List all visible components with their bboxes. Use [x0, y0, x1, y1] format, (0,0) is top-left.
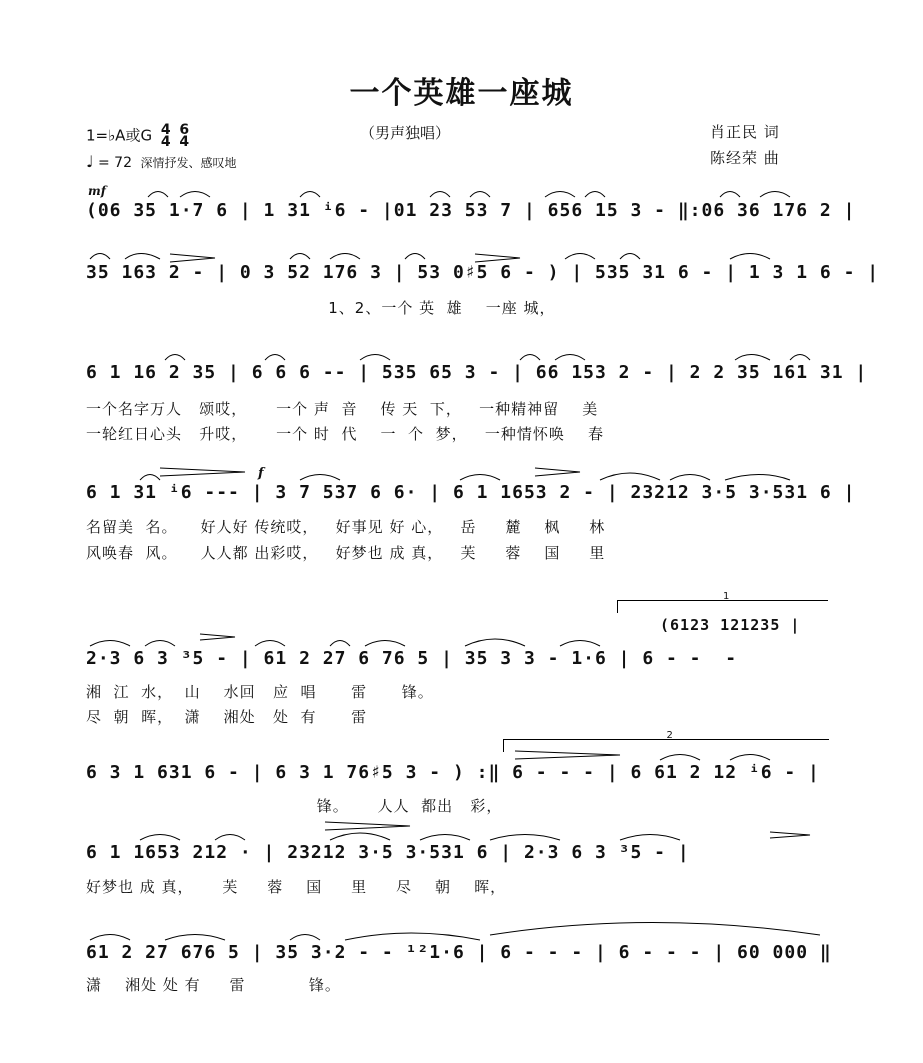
- lyric-line-4b: 风唤春 风。 人人都 出彩哎， 好梦也 成 真， 芙 蓉 国 里: [86, 544, 606, 562]
- key-text: 1=♭A或G: [86, 126, 153, 145]
- slur-mark: [265, 355, 285, 361]
- second-ending-number: 2: [666, 730, 673, 741]
- slur-mark: [555, 355, 585, 361]
- slur-mark: [300, 475, 340, 481]
- slur-mark: [360, 355, 390, 361]
- slur-mark: [730, 254, 770, 260]
- slur-mark: [545, 192, 575, 198]
- slur-mark: [460, 475, 500, 481]
- lyric-line-7a: 好梦也 成 真， 芙 蓉 国 里 尽 朝 晖，: [86, 878, 507, 896]
- score-line-3: 6 1 16 2 35 | 6 6 6 -- | 535 65 3 - | 66 153 2 - | 2 2 35 161 31 |: [86, 362, 868, 383]
- slur-mark: [180, 192, 210, 198]
- slur-mark: [165, 935, 225, 941]
- score-line-7: 6 1 1653 212 · | 23212 3·5 3·531 6 | 2·3 6 3 ³5 - |: [86, 842, 690, 863]
- slur-mark: [330, 641, 350, 647]
- slur-mark: [165, 355, 185, 361]
- slur-mark: [300, 192, 320, 198]
- slur-mark: [90, 641, 130, 647]
- slur-mark: [345, 933, 480, 940]
- slur-mark: [290, 935, 320, 941]
- slur-mark: [125, 254, 160, 260]
- lyric-line-5a: 湘 江 水， 山 水回 应 唱 雷 锋。: [86, 683, 434, 701]
- slur-mark: [725, 475, 790, 481]
- time-signature-6-4: 6 4: [179, 122, 190, 150]
- hairpin-mark: [160, 468, 245, 476]
- dynamic-f: f: [258, 466, 264, 481]
- score-line-4: 6 1 31 ⁱ6 --- | 3 7 537 6 6· | 6 1 1653 2 - | 23212 3·5 3·531 6 |: [86, 482, 856, 503]
- song-title: 一个英雄一座城: [349, 76, 574, 111]
- slur-mark: [620, 835, 680, 841]
- slur-mark: [215, 835, 245, 841]
- hairpin-mark: [475, 254, 520, 262]
- composer-credit: 陈经荣 曲: [710, 149, 780, 167]
- tempo-marking: [86, 152, 236, 171]
- hairpin-mark: [535, 468, 580, 476]
- slur-mark: [470, 192, 490, 198]
- lyricist-credit: 肖正民 词: [710, 123, 780, 141]
- lyric-line-8a: 潇 湘处 处 有 雷 锋。: [86, 976, 341, 994]
- key-signature: [86, 124, 189, 148]
- score-line-2: 35 163 2 - | 0 3 52 176 3 | 53 0♯5 6 - ) | 535 31 6 - | 1 3 1 6 - |: [86, 262, 880, 283]
- slur-mark: [620, 254, 640, 260]
- slur-mark: [585, 192, 605, 198]
- voice-type: （男声独唱）: [360, 124, 451, 142]
- score-line-1: (06 35 1·7 6 | 1 31 ⁱ6 - |01 23 53 7 | 656 15 3 - ‖:06 36 176 2 |: [86, 200, 856, 221]
- tempo-bpm: = 72: [98, 155, 132, 171]
- quarter-note-icon: ♩: [86, 152, 94, 171]
- slur-mark: [148, 192, 168, 198]
- lyric-line-2a: 1、2、一个 英 雄 一座 城，: [86, 299, 556, 317]
- slur-mark: [560, 641, 600, 647]
- slur-mark: [735, 355, 770, 361]
- tempo-expression: 深情抒发、感叹地: [140, 156, 237, 170]
- slur-mark: [145, 641, 175, 647]
- slur-mark: [90, 935, 130, 941]
- lyric-line-5b: 尽 朝 晖， 潇 湘处 处 有 雷: [86, 708, 368, 726]
- slur-mark: [490, 835, 560, 841]
- first-ending-number: 1: [723, 591, 730, 602]
- hairpin-mark: [170, 254, 215, 262]
- score-line-6: 6 3 1 631 6 - | 6 3 1 76♯5 3 - ) :‖ 6 - - - | 6 61 2 12 ⁱ6 - |: [86, 762, 820, 783]
- slur-mark: [565, 254, 595, 260]
- slur-mark: [660, 755, 700, 761]
- score-line-5-inner: (6123 121235 |: [660, 616, 801, 634]
- lyric-line-4a: 名留美 名。 好人好 传统哎， 好事见 好 心， 岳 麓 枫 林: [86, 518, 606, 536]
- slur-mark: [365, 641, 405, 647]
- lyric-line-3b: 一轮红日心头 升哎， 一个 时 代 一 个 梦， 一种情怀唤 春: [86, 425, 604, 443]
- slur-mark: [720, 192, 740, 198]
- lyric-line-3a: 一个名字万人 颂哎， 一个 声 音 传 天 下， 一种精神留 美: [86, 400, 599, 418]
- slur-mark: [520, 355, 540, 361]
- score-line-8: 61 2 27 676 5 | 35 3·2 - - ¹²1·6 | 6 - - - | 6 - - - | 60 000 ‖: [86, 942, 832, 963]
- slur-mark: [140, 835, 180, 841]
- slur-mark: [600, 473, 660, 480]
- slur-mark: [490, 923, 820, 936]
- hairpin-mark: [200, 634, 235, 640]
- second-ending-bracket: [503, 730, 829, 752]
- first-ending-bracket: [617, 591, 828, 613]
- dynamic-mf: mf: [88, 184, 106, 198]
- slur-mark: [465, 639, 525, 646]
- slur-mark: [420, 835, 470, 841]
- slur-mark: [255, 641, 285, 647]
- slur-mark: [140, 475, 160, 481]
- slur-mark: [330, 254, 360, 260]
- slur-mark: [430, 192, 450, 198]
- slur-mark: [90, 254, 110, 260]
- slur-mark: [790, 355, 810, 361]
- score-line-5: 2·3 6 3 ³5 - | 61 2 27 6 76 5 | 35 3 3 - 1·6 | 6 - - -: [86, 648, 749, 669]
- hairpin-mark: [515, 751, 620, 759]
- slur-mark: [405, 254, 425, 260]
- hairpin-mark: [770, 832, 810, 838]
- slur-mark: [670, 475, 710, 481]
- lyric-line-6a: 锋。 人人 都出 彩，: [86, 797, 503, 815]
- slur-mark: [330, 833, 390, 840]
- slur-mark: [760, 192, 790, 198]
- hairpin-mark: [325, 822, 410, 830]
- time-signature-4-4: 4 4: [160, 122, 171, 150]
- slur-mark: [290, 254, 310, 260]
- slur-mark: [730, 755, 770, 761]
